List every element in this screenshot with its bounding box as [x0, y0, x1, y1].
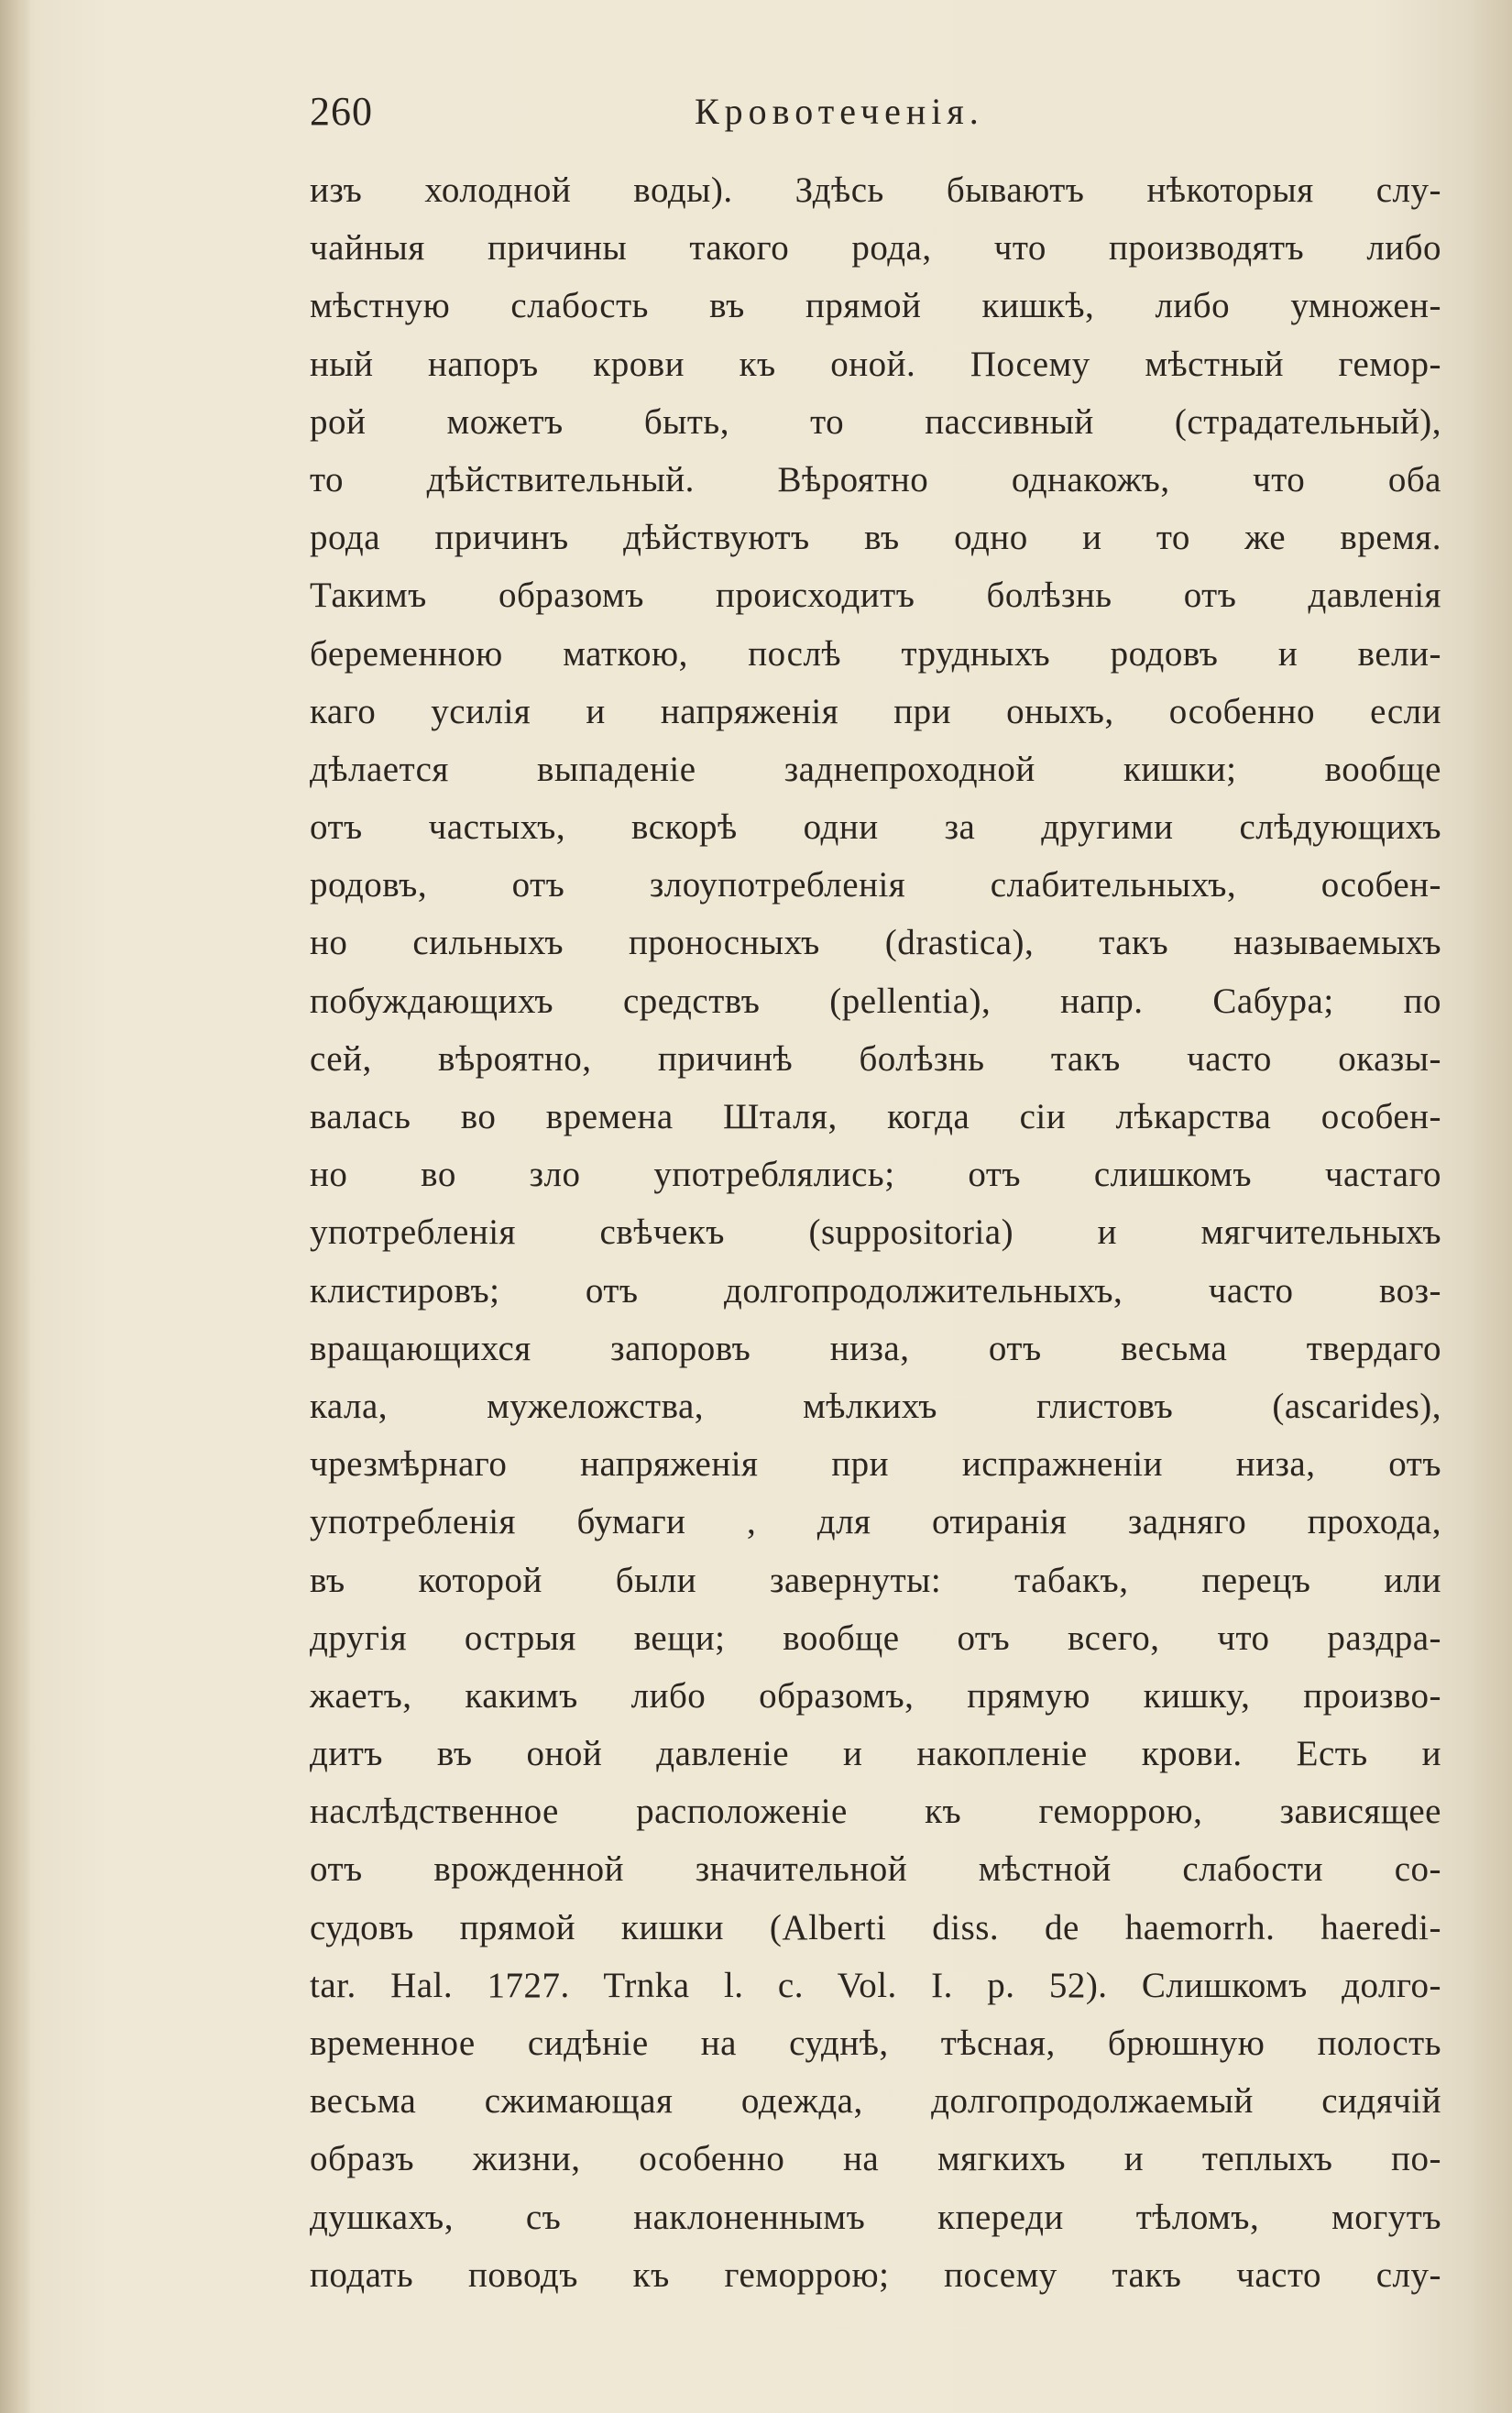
text-line: рода причинъ дѣйствуютъ въ одно и то же время.: [310, 518, 1441, 558]
text-line: побуждающихъ средствъ (pellentia), напр. Сабура; по: [310, 981, 1441, 1021]
text-line: беременною маткою, послѣ трудныхъ родовъ и вели-: [310, 633, 1441, 674]
text-line: дѣлается выпаденіе заднепроходной кишки; вообще: [310, 749, 1441, 789]
text-line: образъ жизни, особенно на мягкихъ и теплыхъ по-: [310, 2139, 1441, 2179]
text-line: то дѣйствительный. Вѣроятно однакожъ, что оба: [310, 459, 1441, 499]
text-line: временное сидѣніе на суднѣ, тѣсная, брюшную полость: [310, 2024, 1441, 2063]
text-line: рой можетъ быть, то пассивный (страдательный),: [310, 401, 1441, 442]
text-line: другія острыя вещи; вообще отъ всего, что раздра-: [310, 1618, 1441, 1658]
text-line: валась во времена Шталя, когда сіи лѣкарства особен-: [310, 1097, 1441, 1136]
text-line: судовъ прямой кишки (Alberti diss. de haemorrh. haeredi-: [310, 1907, 1441, 1947]
text-line: дитъ въ оной давленіе и накопленіе крови. Есть и: [310, 1734, 1441, 1774]
text-line: tar. Hal. 1727. Trnka l. c. Vol. I. p. 52). Слишкомъ долго-: [310, 1965, 1441, 2005]
text-line: клистировъ; отъ долгопродолжительныхъ, часто воз-: [310, 1270, 1441, 1311]
text-line: чайныя причины такого рода, что производятъ либо: [310, 228, 1441, 269]
body-text: [310, 161, 1441, 2304]
running-title: Кровотеченія.: [695, 91, 984, 132]
text-line: сей, вѣроятно, причинѣ болѣзнь такъ часто оказы-: [310, 1038, 1441, 1079]
text-line: но во зло употреблялись; отъ слишкомъ частаго: [310, 1155, 1441, 1195]
text-line: чрезмѣрнаго напряженія при испражненіи низа, отъ: [310, 1444, 1441, 1485]
spine-shadow: [0, 0, 31, 2413]
text-line: изъ холодной воды). Здѣсь бываютъ нѣкоторыя слу-: [310, 170, 1441, 210]
text-line: подать поводъ къ геморрою; посему такъ часто слу-: [310, 2254, 1441, 2295]
text-line: родовъ, отъ злоупотребленія слабительныхъ, особен-: [310, 865, 1441, 905]
text-line: отъ частыхъ, вскорѣ одни за другими слѣдующихъ: [310, 807, 1441, 848]
text-line: наслѣдственное расположеніе къ геморрою, зависящее: [310, 1792, 1441, 1832]
text-line: но сильныхъ проносныхъ (drastica), такъ называемыхъ: [310, 923, 1441, 963]
text-line: Такимъ образомъ происходитъ болѣзнь отъ давленія: [310, 576, 1441, 616]
text-line: употребленія бумаги , для отиранія задняго прохода,: [310, 1502, 1441, 1542]
text-line: отъ врожденной значительной мѣстной слабости со-: [310, 1849, 1441, 1890]
text-line: ный напоръ крови къ оной. Посему мѣстный гемор-: [310, 344, 1441, 384]
text-line: весьма сжимающая одежда, долгопродолжаемый сидячій: [310, 2081, 1441, 2122]
text-line: кала, мужеложства, мѣлкихъ глистовъ (ascarides),: [310, 1386, 1441, 1426]
text-line: мѣстную слабость въ прямой кишкѣ, либо умножен-: [310, 286, 1441, 326]
text-line: душкахъ, съ наклоненнымъ кпереди тѣломъ, могутъ: [310, 2197, 1441, 2237]
text-line: жаетъ, какимъ либо образомъ, прямую кишку, произво-: [310, 1675, 1441, 1716]
text-line: каго усилія и напряженія при оныхъ, особенно если: [310, 691, 1441, 731]
page-number: 260: [310, 89, 373, 134]
running-head: [310, 88, 1474, 147]
text-line: вращающихся запоровъ низа, отъ весьма твердаго: [310, 1328, 1441, 1368]
text-line: въ которой были завернуты: табакъ, перецъ или: [310, 1560, 1441, 1600]
text-line: употребленія свѣчекъ (suppositoria) и мягчительныхъ: [310, 1212, 1441, 1253]
